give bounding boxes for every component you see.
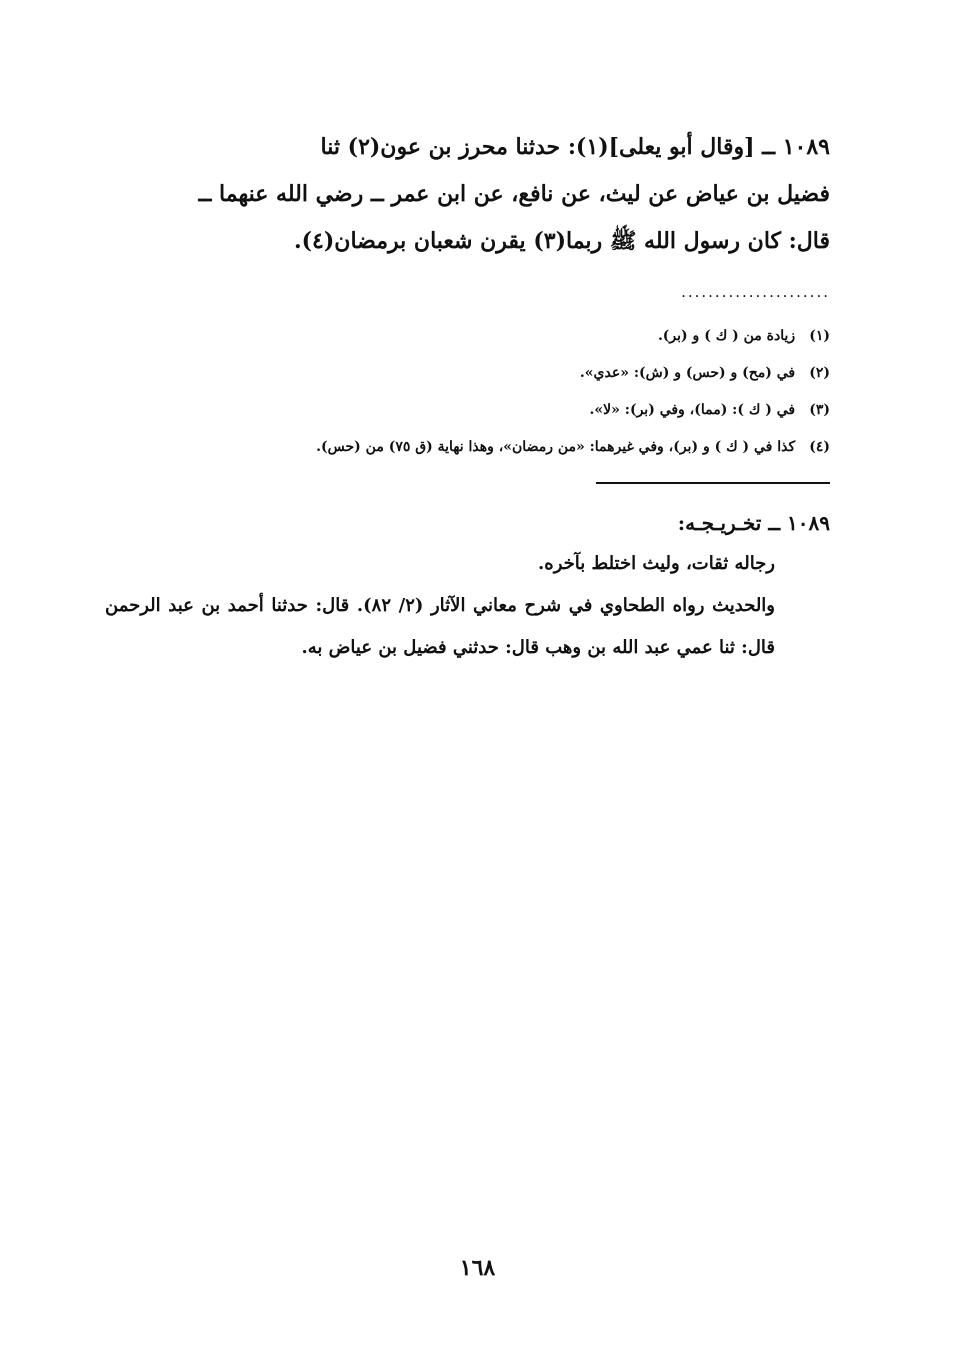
footnotes — [150, 318, 830, 466]
footnote — [150, 429, 830, 466]
takhrij-paragraph: رجاله ثقات، وليث اختلط بآخره. — [538, 553, 775, 574]
takhrij-paragraph: والحديث رواه الطحاوي في شرح معاني الآثار (٢/ ٨٢). قال: حدثنا أحمد بن عبد الرحمن قال: ثنا عمي عبد الله بن وهب قال: حدثني فضيل بن عياض به. — [105, 595, 775, 658]
section-divider — [596, 482, 830, 484]
footnote-number: (١) — [809, 328, 830, 344]
footnote — [150, 355, 830, 392]
footnote — [150, 392, 830, 429]
footnote-text: زيادة من ( ك ) و (بر). — [657, 328, 796, 344]
footnote-text: في (مح) و (حس) و (ش): «عدي». — [579, 365, 796, 381]
footnote-number: (٤) — [809, 439, 830, 455]
page-number: ١٦٨ — [459, 1255, 496, 1281]
hadith-line: ١٠٨٩ ــ [وقال أبو يعلى](١): حدثنا محرز بن عون(٢) ثنا — [320, 134, 830, 160]
hadith-text — [105, 124, 830, 265]
takhrij-heading: ١٠٨٩ ــ تخـريـجـه: — [677, 511, 830, 535]
footnote-separator-dots: ...................... — [681, 283, 830, 299]
takhrij-section — [105, 503, 830, 669]
hadith-line: فضيل بن عياض عن ليث، عن نافع، عن ابن عمر ــ رضي الله عنهما ــ — [198, 181, 830, 207]
footnote-text: في ( ك ): (مما)، وفي (بر): «لا». — [589, 402, 796, 418]
footnote-number: (٢) — [809, 365, 830, 381]
footnote-number: (٣) — [809, 402, 830, 418]
hadith-line: قال: كان رسول الله ﷺ ربما(٣) يقرن شعبان برمضان(٤). — [293, 228, 830, 254]
footnote — [150, 318, 830, 355]
footnote-text: كذا في ( ك ) و (بر)، وفي غيرهما: «من رمضان»، وهذا نهاية (ق ٧٥) من (حس). — [316, 439, 796, 455]
